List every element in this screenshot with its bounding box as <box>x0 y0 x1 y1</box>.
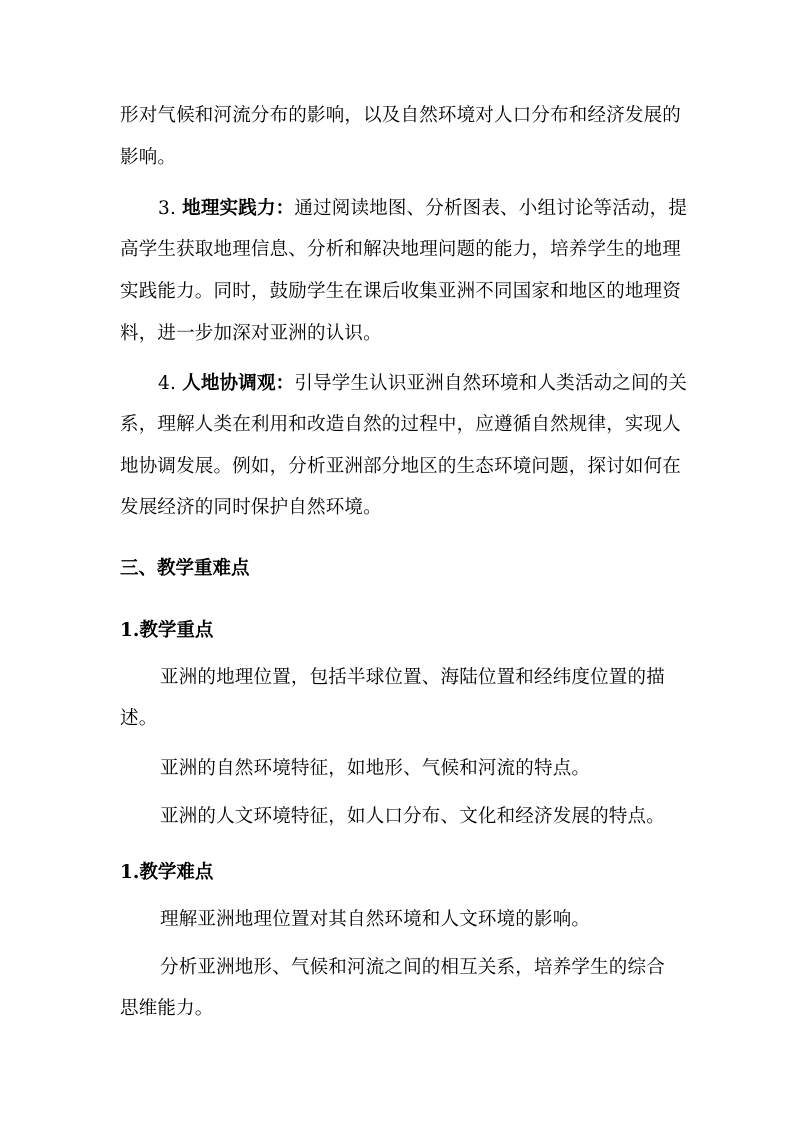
paragraph-line: 高学生获取地理信息、分析和解决地理问题的能力，培养学生的地理 <box>120 239 682 260</box>
paragraph-line: 实践能力。同时，鼓励学生在课后收集亚洲不同国家和地区的地理资 <box>120 281 682 302</box>
subsection-heading-difficult-points: 1.教学难点 <box>120 862 214 883</box>
list-number: 4. <box>158 373 177 394</box>
paragraph-title: 地理实践力： <box>182 198 295 219</box>
list-item: 分析亚洲地形、气候和河流之间的相互关系，培养学生的综合 <box>160 957 665 978</box>
paragraph-line: 影响。 <box>120 147 177 168</box>
list-item-continuation: 述。 <box>120 708 158 729</box>
paragraph-line: 发展经济的同时保护自然环境。 <box>120 497 382 518</box>
paragraph-title: 人地协调观： <box>182 373 295 394</box>
list-item: 亚洲的自然环境特征，如地形、气候和河流的特点。 <box>160 758 591 779</box>
paragraph-3-first-line <box>158 197 687 221</box>
paragraph-line: 料，进一步加深对亚洲的认识。 <box>120 323 382 344</box>
paragraph-line: 地协调发展。例如，分析亚洲部分地区的生态环境问题，探讨如何在 <box>120 456 682 477</box>
paragraph-4-first-line <box>158 372 687 396</box>
paragraph-line: 系，理解人类在利用和改造自然的过程中，应遵循自然规律，实现人 <box>120 414 682 435</box>
paragraph-text: 通过阅读地图、分析图表、小组讨论等活动，提 <box>294 198 688 219</box>
list-item: 理解亚洲地理位置对其自然环境和人文环境的影响。 <box>160 909 591 930</box>
section-heading: 三、教学重难点 <box>120 558 250 579</box>
list-item-continuation: 思维能力。 <box>120 998 214 1019</box>
list-number: 3. <box>158 198 177 219</box>
list-item: 亚洲的地理位置，包括半球位置、海陆位置和经纬度位置的描 <box>160 667 665 688</box>
list-item: 亚洲的人文环境特征，如人口分布、文化和经济发展的特点。 <box>160 806 665 827</box>
paragraph-line: 形对气候和河流分布的影响，以及自然环境对人口分布和经济发展的 <box>120 105 682 126</box>
paragraph-text: 引导学生认识亚洲自然环境和人类活动之间的关 <box>294 373 688 394</box>
subsection-heading-key-points: 1.教学重点 <box>120 620 214 641</box>
